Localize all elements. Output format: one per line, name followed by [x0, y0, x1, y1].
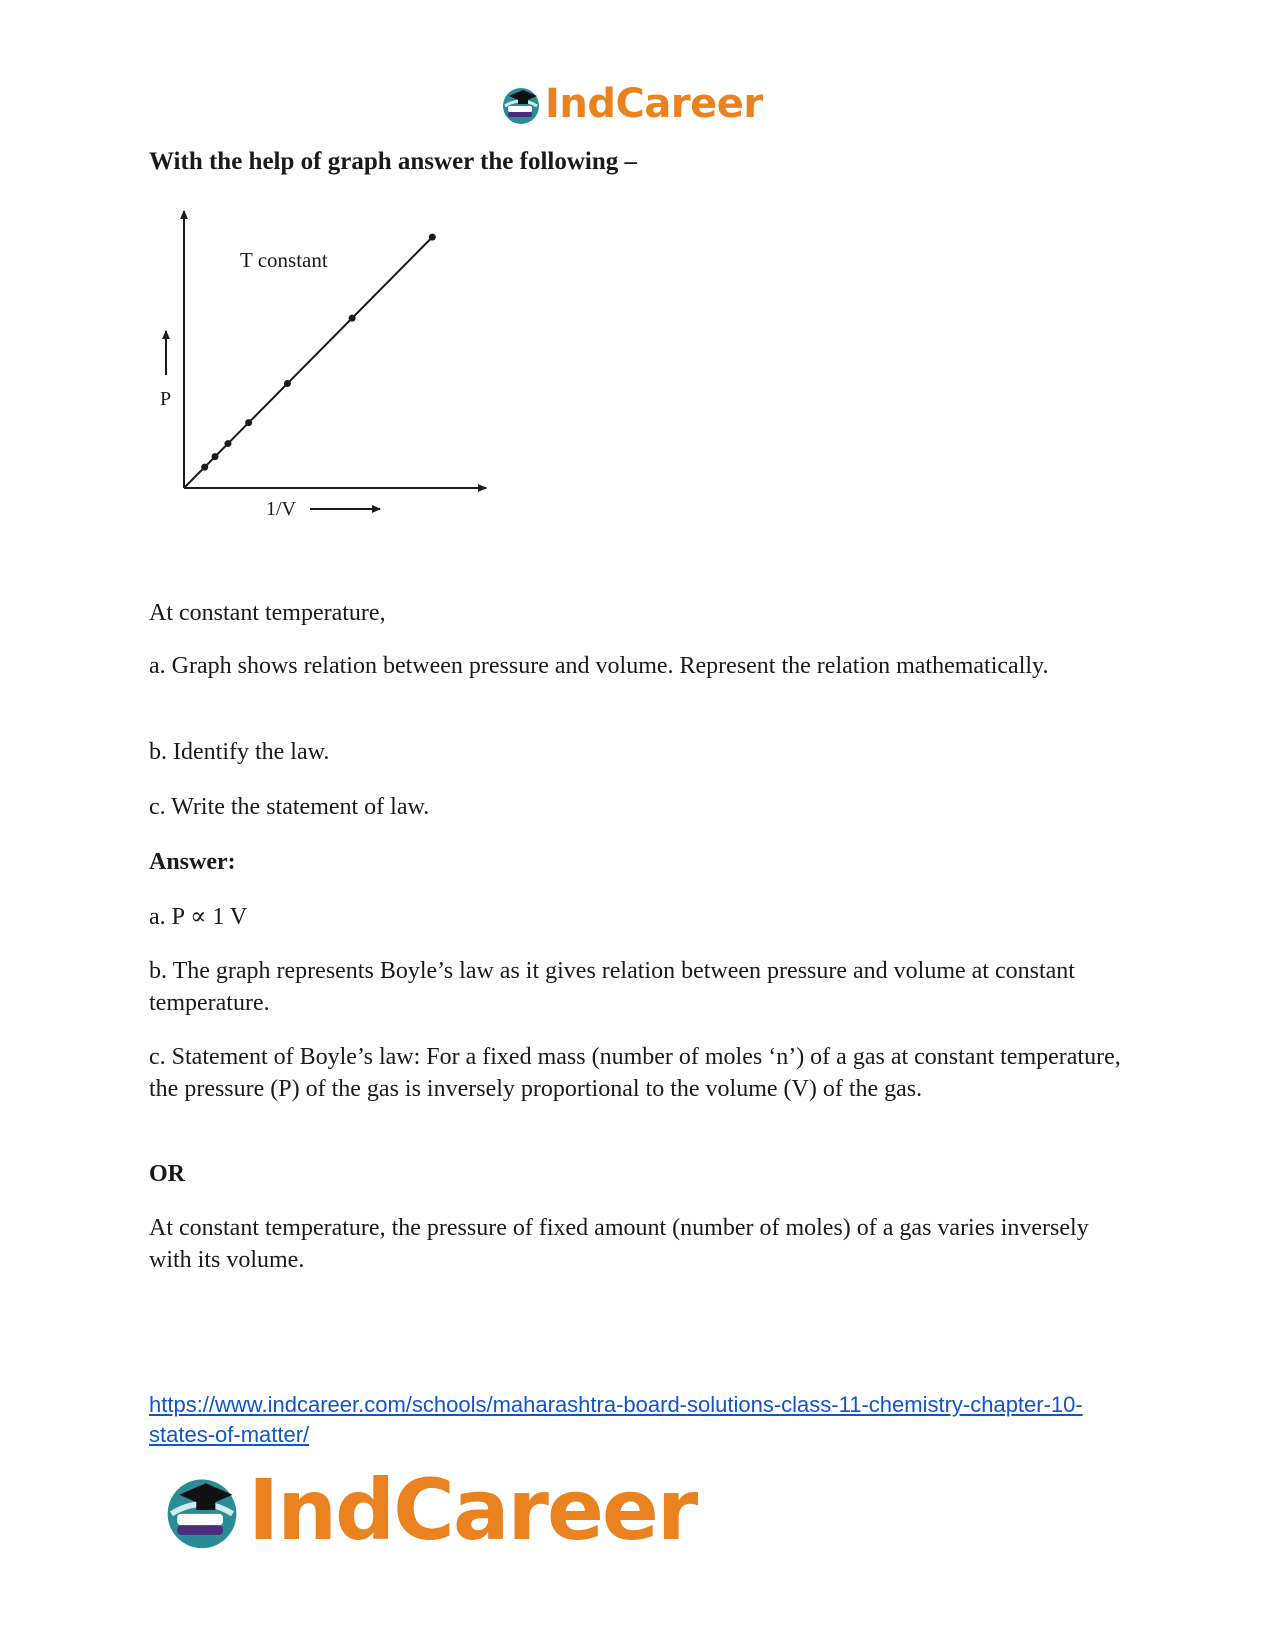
data-point [245, 419, 252, 426]
data-point [201, 464, 208, 471]
logo-wordmark: IndCareer [545, 81, 763, 127]
source-link-line2: states-of-matter/ [149, 1422, 310, 1447]
data-point [429, 234, 436, 241]
answer-label: Answer: [149, 849, 236, 875]
data-point [349, 315, 356, 322]
question-intro: At constant temperature, [149, 600, 386, 626]
answer-a: a. P ∝ 1 V [149, 904, 248, 930]
y-axis-label: P [160, 388, 172, 410]
data-point [284, 380, 291, 387]
footer-logo [160, 1461, 697, 1559]
question-heading: With the help of graph answer the following – [149, 148, 638, 175]
series-line [184, 237, 432, 488]
pressure-vs-inverse-volume-graph [148, 205, 508, 535]
chart-svg [148, 205, 508, 535]
x-axis-label: 1/V [266, 498, 296, 520]
data-point [224, 440, 231, 447]
question-part-a: a. Graph shows relation between pressure and volume. Represent the relation mathematically. [149, 653, 1049, 679]
answer-b: b. The graph represents Boyle’s law as it gives relation between pressure and volume at constant temperature. [149, 958, 1075, 1016]
source-link[interactable] [149, 1390, 1129, 1450]
or-label: OR [149, 1161, 185, 1187]
answer-alt: At constant temperature, the pressure of fixed amount (number of moles) of a gas varies inversely with its volume. [149, 1215, 1089, 1273]
header-logo [499, 80, 763, 128]
indcareer-logo-icon [499, 82, 543, 126]
data-point [212, 453, 219, 460]
source-link-line1: https://www.indcareer.com/schools/maharashtra-board-solutions-class-11-chemistry-chapter-10- [149, 1392, 1083, 1417]
t-constant-annotation: T constant [240, 248, 328, 272]
answer-c: c. Statement of Boyle’s law: For a fixed mass (number of moles ‘n’) of a gas at constant temperature, the pressure (P) of the gas is inversely proportional to the volume (V) of the gas. [149, 1044, 1121, 1102]
indcareer-logo-icon [160, 1468, 244, 1552]
question-part-c: c. Write the statement of law. [149, 794, 430, 820]
logo-wordmark: IndCareer [248, 1461, 697, 1559]
question-part-b: b. Identify the law. [149, 739, 330, 765]
